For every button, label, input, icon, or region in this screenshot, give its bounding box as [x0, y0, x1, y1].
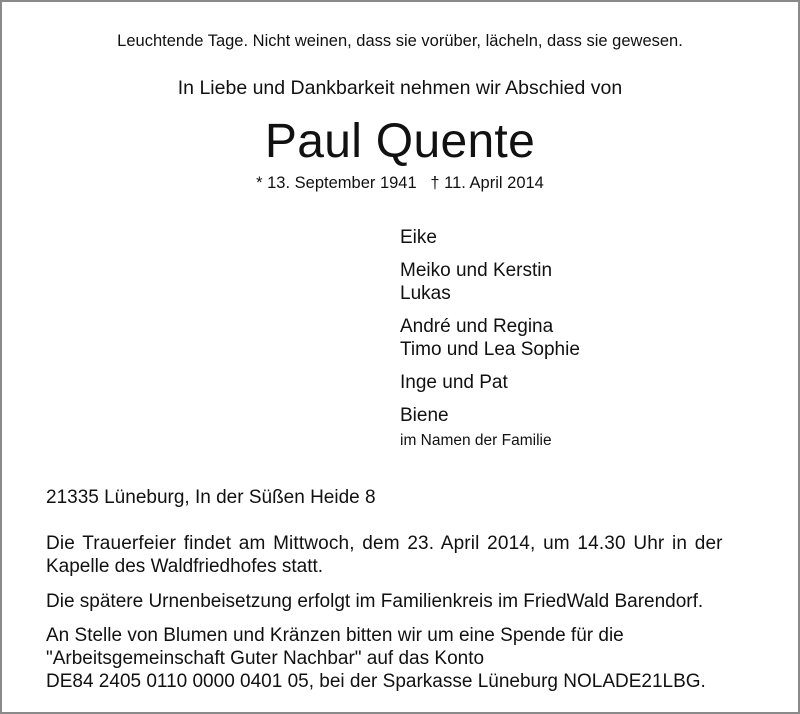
ceremony-line: Kapelle des Waldfriedhofes statt. [46, 556, 324, 577]
ceremony-line: Die Trauerfeier findet am Mittwoch, dem 23. April 2014, um 14.30 Uhr in der [46, 533, 723, 554]
mourner-name: Eike [400, 227, 437, 248]
mourner-group [400, 404, 580, 452]
burial-line: Die spätere Urnenbeisetzung erfolgt im Familienkreis im FriedWald Barendorf. [46, 591, 704, 612]
mourner-group [400, 371, 580, 394]
life-dates: * 13. September 1941 † 11. April 2014 [256, 174, 544, 192]
burial-info [46, 590, 752, 613]
family-closing: im Namen der Familie [400, 432, 552, 449]
mourner-group [400, 259, 580, 305]
donation-info [46, 624, 752, 693]
mourner-name: Timo und Lea Sophie [400, 339, 580, 360]
donation-line: An Stelle von Blumen und Kränzen bitten wir um eine Spende für die [46, 625, 624, 646]
mourner-group [400, 226, 580, 249]
mourner-name: Meiko und Kerstin [400, 260, 553, 281]
mourners-list [400, 226, 580, 462]
motto-quote: Leuchtende Tage. Nicht weinen, dass sie vorüber, lächeln, dass sie gewesen. [117, 32, 683, 50]
mourner-name: Biene [400, 405, 449, 426]
mourner-name: Inge und Pat [400, 372, 508, 393]
intro-line: In Liebe und Dankbarkeit nehmen wir Abschied von [177, 77, 623, 99]
mourner-group [400, 315, 580, 361]
mourner-name: André und Regina [400, 316, 554, 337]
deceased-name: Paul Quente [264, 115, 536, 168]
donation-line: DE84 2405 0110 0000 0401 05, bei der Sparkasse Lüneburg NOLADE21LBG. [46, 671, 706, 692]
mourner-name: Lukas [400, 283, 451, 304]
address: 21335 Lüneburg, In der Süßen Heide 8 [46, 487, 376, 508]
ceremony-info [46, 532, 752, 578]
donation-line: "Arbeitsgemeinschaft Guter Nachbar" auf das Konto [46, 648, 485, 669]
